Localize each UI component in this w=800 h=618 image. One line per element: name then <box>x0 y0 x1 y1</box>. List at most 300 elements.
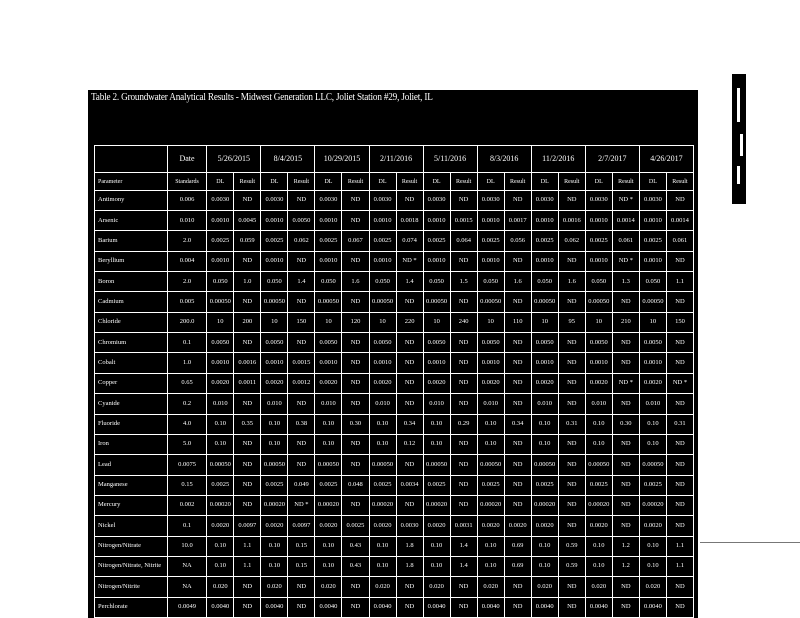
detection-limit-cell: 0.10 <box>477 556 504 576</box>
table-row <box>95 536 694 556</box>
result-cell: 0.15 <box>288 536 315 556</box>
detection-limit-cell: 0.0010 <box>207 353 234 373</box>
result-cell: 220 <box>396 312 423 332</box>
detection-limit-cell: 0.0050 <box>639 333 666 353</box>
result-cell: ND <box>666 475 693 495</box>
detection-limit-cell: 0.0025 <box>261 231 288 251</box>
result-cell: ND <box>612 292 639 312</box>
result-cell: 1.6 <box>558 272 585 292</box>
result-cell: ND <box>342 577 369 597</box>
detection-limit-cell: 0.0010 <box>207 211 234 231</box>
detection-limit-cell: 0.0020 <box>639 373 666 393</box>
analytical-results-table-block <box>88 90 698 618</box>
result-cell: 1.6 <box>504 272 531 292</box>
result-cell: 110 <box>504 312 531 332</box>
table-row <box>95 211 694 231</box>
detection-limit-cell: 0.0020 <box>639 516 666 536</box>
result-cell: ND <box>612 455 639 475</box>
detection-limit-cell: 0.00050 <box>585 455 612 475</box>
result-cell: ND <box>342 373 369 393</box>
detection-limit-cell: 0.10 <box>423 434 450 454</box>
result-cell: 1.2 <box>612 556 639 576</box>
result-cell: ND <box>558 495 585 515</box>
detection-limit-cell: 0.10 <box>261 536 288 556</box>
detection-limit-cell: 0.0020 <box>261 516 288 536</box>
detection-limit-cell: 0.0010 <box>261 251 288 271</box>
result-cell: ND <box>666 495 693 515</box>
result-cell: 0.0014 <box>612 211 639 231</box>
detection-limit-cell: 0.0020 <box>531 373 558 393</box>
dl-header: DL <box>207 173 234 190</box>
dl-header: DL <box>531 173 558 190</box>
standard-value: 0.0049 <box>167 597 207 617</box>
detection-limit-cell: 0.0020 <box>585 373 612 393</box>
result-cell: 1.4 <box>450 556 477 576</box>
detection-limit-cell: 0.0025 <box>207 231 234 251</box>
detection-limit-cell: 0.0025 <box>315 231 342 251</box>
result-cell: 0.0011 <box>234 373 261 393</box>
detection-limit-cell: 0.0010 <box>315 211 342 231</box>
result-cell: ND <box>504 394 531 414</box>
result-cell: 0.59 <box>558 556 585 576</box>
detection-limit-cell: 0.010 <box>477 394 504 414</box>
result-cell: 0.34 <box>504 414 531 434</box>
detection-limit-cell: 0.0020 <box>207 516 234 536</box>
result-cell: 0.0014 <box>666 211 693 231</box>
detection-limit-cell: 0.020 <box>261 577 288 597</box>
detection-limit-cell: 0.0025 <box>423 475 450 495</box>
detection-limit-cell: 0.0010 <box>639 251 666 271</box>
result-cell: 0.30 <box>612 414 639 434</box>
date-header-row <box>95 146 694 173</box>
result-cell: ND * <box>288 495 315 515</box>
detection-limit-cell: 10 <box>585 312 612 332</box>
detection-limit-cell: 0.0010 <box>585 353 612 373</box>
date-label-cell: Date <box>167 146 207 173</box>
parameter-name: Antimony <box>95 190 168 210</box>
detection-limit-cell: 0.010 <box>585 394 612 414</box>
detection-limit-cell: 0.010 <box>207 394 234 414</box>
result-cell: ND <box>666 251 693 271</box>
detection-limit-cell: 0.050 <box>531 272 558 292</box>
detection-limit-cell: 0.0025 <box>531 231 558 251</box>
result-cell: 1.1 <box>666 536 693 556</box>
detection-limit-cell: 0.0010 <box>261 211 288 231</box>
result-cell: ND <box>396 577 423 597</box>
result-header: Result <box>288 173 315 190</box>
detection-limit-cell: 0.0040 <box>207 597 234 617</box>
parameter-name: Nitrogen/Nitrate, Nitrite <box>95 556 168 576</box>
result-cell: 1.4 <box>450 536 477 556</box>
detection-limit-cell: 0.10 <box>261 434 288 454</box>
result-header: Result <box>450 173 477 190</box>
detection-limit-cell: 0.0020 <box>531 516 558 536</box>
result-cell: ND * <box>666 373 693 393</box>
result-cell: ND <box>288 597 315 617</box>
result-cell: ND <box>396 394 423 414</box>
detection-limit-cell: 0.10 <box>531 556 558 576</box>
result-cell: 0.12 <box>396 434 423 454</box>
detection-limit-cell: 0.0020 <box>261 373 288 393</box>
result-cell: ND <box>234 292 261 312</box>
table-row <box>95 495 694 515</box>
result-cell: 240 <box>450 312 477 332</box>
result-cell: ND <box>504 475 531 495</box>
result-cell: ND <box>504 597 531 617</box>
table-row <box>95 373 694 393</box>
detection-limit-cell: 0.0025 <box>423 231 450 251</box>
result-cell: ND <box>504 434 531 454</box>
result-cell: 1.6 <box>342 272 369 292</box>
table-row <box>95 455 694 475</box>
result-cell: 0.0018 <box>396 211 423 231</box>
table-row <box>95 516 694 536</box>
detection-limit-cell: 0.00020 <box>261 495 288 515</box>
detection-limit-cell: 0.10 <box>369 556 396 576</box>
result-cell: ND <box>342 251 369 271</box>
result-cell: ND <box>558 292 585 312</box>
result-cell: 0.074 <box>396 231 423 251</box>
detection-limit-cell: 10 <box>261 312 288 332</box>
detection-limit-cell: 0.10 <box>639 414 666 434</box>
sample-date-header: 4/26/2017 <box>639 146 693 173</box>
detection-limit-cell: 0.0030 <box>423 190 450 210</box>
detection-limit-cell: 0.0010 <box>423 251 450 271</box>
detection-limit-cell: 0.00050 <box>315 292 342 312</box>
result-cell: ND <box>450 292 477 312</box>
detection-limit-cell: 0.10 <box>477 536 504 556</box>
detection-limit-cell: 0.0020 <box>369 373 396 393</box>
result-cell: ND <box>288 455 315 475</box>
result-cell: 0.062 <box>558 231 585 251</box>
result-header: Result <box>666 173 693 190</box>
table-row <box>95 190 694 210</box>
result-cell: 0.69 <box>504 556 531 576</box>
detection-limit-cell: 0.0040 <box>531 597 558 617</box>
result-cell: ND <box>234 394 261 414</box>
sample-date-header: 11/2/2016 <box>531 146 585 173</box>
detection-limit-cell: 0.10 <box>639 434 666 454</box>
detection-limit-cell: 0.020 <box>315 577 342 597</box>
result-cell: 0.056 <box>504 231 531 251</box>
sample-date-header: 2/11/2016 <box>369 146 423 173</box>
detection-limit-cell: 0.00050 <box>207 455 234 475</box>
standard-value: 0.65 <box>167 373 207 393</box>
result-cell: 0.0012 <box>288 373 315 393</box>
result-cell: ND <box>612 577 639 597</box>
detection-limit-cell: 0.0010 <box>207 251 234 271</box>
parameter-name: Chloride <box>95 312 168 332</box>
detection-limit-cell: 0.050 <box>315 272 342 292</box>
result-cell: ND <box>558 251 585 271</box>
result-cell: ND <box>234 190 261 210</box>
result-cell: ND <box>288 394 315 414</box>
result-cell: ND * <box>396 251 423 271</box>
detection-limit-cell: 0.0040 <box>585 597 612 617</box>
result-cell: 1.4 <box>396 272 423 292</box>
table-row <box>95 333 694 353</box>
result-cell: ND <box>558 190 585 210</box>
standard-value: 0.010 <box>167 211 207 231</box>
detection-limit-cell: 0.10 <box>477 414 504 434</box>
result-cell: ND <box>666 394 693 414</box>
detection-limit-cell: 0.050 <box>369 272 396 292</box>
detection-limit-cell: 0.00020 <box>423 495 450 515</box>
detection-limit-cell: 0.10 <box>423 536 450 556</box>
dl-header: DL <box>585 173 612 190</box>
result-cell: 200 <box>234 312 261 332</box>
result-cell: ND <box>342 455 369 475</box>
result-cell: 0.0016 <box>234 353 261 373</box>
results-table <box>94 145 694 618</box>
result-cell: ND <box>342 333 369 353</box>
result-cell: ND <box>504 495 531 515</box>
detection-limit-cell: 0.0025 <box>315 475 342 495</box>
result-cell: ND <box>558 577 585 597</box>
detection-limit-cell: 0.10 <box>639 556 666 576</box>
sample-date-header: 8/3/2016 <box>477 146 531 173</box>
result-cell: ND <box>612 495 639 515</box>
result-cell: ND <box>612 516 639 536</box>
result-cell: 1.3 <box>612 272 639 292</box>
detection-limit-cell: 0.00050 <box>369 292 396 312</box>
detection-limit-cell: 0.00050 <box>261 455 288 475</box>
column-header-row <box>95 173 694 190</box>
detection-limit-cell: 10 <box>639 312 666 332</box>
result-cell: ND <box>558 455 585 475</box>
detection-limit-cell: 0.0025 <box>531 475 558 495</box>
detection-limit-cell: 0.0030 <box>477 190 504 210</box>
table-row <box>95 434 694 454</box>
table-row <box>95 231 694 251</box>
result-cell: 0.0025 <box>342 516 369 536</box>
result-cell: ND * <box>612 373 639 393</box>
detection-limit-cell: 0.050 <box>423 272 450 292</box>
result-cell: 0.69 <box>504 536 531 556</box>
result-cell: ND <box>558 373 585 393</box>
result-cell: ND <box>504 455 531 475</box>
detection-limit-cell: 0.10 <box>315 414 342 434</box>
detection-limit-cell: 0.0010 <box>531 211 558 231</box>
result-cell: ND <box>612 394 639 414</box>
detection-limit-cell: 0.00050 <box>585 292 612 312</box>
parameter-name: Cobalt <box>95 353 168 373</box>
detection-limit-cell: 0.0025 <box>477 475 504 495</box>
parameter-name: Nickel <box>95 516 168 536</box>
detection-limit-cell: 0.00050 <box>531 455 558 475</box>
detection-limit-cell: 0.0030 <box>207 190 234 210</box>
detection-limit-cell: 0.0010 <box>369 251 396 271</box>
result-cell: ND <box>288 251 315 271</box>
scan-artifact-mark <box>732 74 746 204</box>
detection-limit-cell: 0.10 <box>207 556 234 576</box>
sample-date-header: 5/11/2016 <box>423 146 477 173</box>
detection-limit-cell: 0.0010 <box>315 353 342 373</box>
result-header: Result <box>234 173 261 190</box>
detection-limit-cell: 0.0040 <box>315 597 342 617</box>
result-cell: ND <box>342 597 369 617</box>
result-cell: ND <box>666 455 693 475</box>
detection-limit-cell: 0.050 <box>207 272 234 292</box>
detection-limit-cell: 0.10 <box>423 414 450 434</box>
detection-limit-cell: 0.0010 <box>423 211 450 231</box>
standard-value: NA <box>167 556 207 576</box>
detection-limit-cell: 10 <box>477 312 504 332</box>
detection-limit-cell: 0.10 <box>207 414 234 434</box>
result-cell: 1.2 <box>612 536 639 556</box>
detection-limit-cell: 0.0040 <box>639 597 666 617</box>
detection-limit-cell: 0.0030 <box>315 190 342 210</box>
detection-limit-cell: 0.020 <box>477 577 504 597</box>
detection-limit-cell: 0.050 <box>261 272 288 292</box>
detection-limit-cell: 10 <box>207 312 234 332</box>
standard-value: 0.004 <box>167 251 207 271</box>
sample-date-header: 8/4/2015 <box>261 146 315 173</box>
standards-header: Standards <box>167 173 207 190</box>
result-cell: ND <box>234 597 261 617</box>
detection-limit-cell: 0.00020 <box>531 495 558 515</box>
result-cell: ND <box>396 455 423 475</box>
detection-limit-cell: 0.0040 <box>477 597 504 617</box>
detection-limit-cell: 0.0010 <box>639 211 666 231</box>
result-cell: ND <box>558 394 585 414</box>
result-cell: 210 <box>612 312 639 332</box>
detection-limit-cell: 0.0020 <box>423 516 450 536</box>
result-cell: 0.59 <box>558 536 585 556</box>
table-row <box>95 577 694 597</box>
sample-date-header: 2/7/2017 <box>585 146 639 173</box>
result-cell: ND <box>234 434 261 454</box>
detection-limit-cell: 0.050 <box>585 272 612 292</box>
dl-header: DL <box>477 173 504 190</box>
detection-limit-cell: 0.020 <box>207 577 234 597</box>
result-header: Result <box>612 173 639 190</box>
result-cell: ND <box>558 516 585 536</box>
detection-limit-cell: 0.00020 <box>315 495 342 515</box>
detection-limit-cell: 0.00050 <box>477 455 504 475</box>
detection-limit-cell: 0.0010 <box>477 353 504 373</box>
result-cell: ND <box>396 373 423 393</box>
result-cell: ND <box>450 333 477 353</box>
result-cell: 0.0016 <box>558 211 585 231</box>
detection-limit-cell: 0.00050 <box>207 292 234 312</box>
table-row <box>95 251 694 271</box>
result-cell: ND <box>342 394 369 414</box>
result-cell: 0.0050 <box>288 211 315 231</box>
detection-limit-cell: 0.10 <box>369 434 396 454</box>
result-cell: ND <box>342 292 369 312</box>
standard-value: 1.0 <box>167 353 207 373</box>
result-header: Result <box>342 173 369 190</box>
result-cell: ND <box>558 475 585 495</box>
parameter-name: Boron <box>95 272 168 292</box>
detection-limit-cell: 0.050 <box>477 272 504 292</box>
result-cell: 150 <box>666 312 693 332</box>
result-cell: 1.1 <box>234 556 261 576</box>
result-header: Result <box>504 173 531 190</box>
detection-limit-cell: 0.0010 <box>639 353 666 373</box>
detection-limit-cell: 0.10 <box>369 536 396 556</box>
detection-limit-cell: 0.0025 <box>585 231 612 251</box>
result-cell: ND <box>612 475 639 495</box>
result-cell: 0.43 <box>342 536 369 556</box>
parameter-name: Lead <box>95 455 168 475</box>
sample-date-header: 10/29/2015 <box>315 146 369 173</box>
result-cell: ND <box>234 577 261 597</box>
result-cell: ND <box>396 597 423 617</box>
result-cell: ND <box>234 455 261 475</box>
result-cell: ND <box>288 292 315 312</box>
detection-limit-cell: 0.0020 <box>369 516 396 536</box>
detection-limit-cell: 0.10 <box>531 414 558 434</box>
detection-limit-cell: 0.10 <box>423 556 450 576</box>
detection-limit-cell: 0.10 <box>207 434 234 454</box>
detection-limit-cell: 0.10 <box>585 414 612 434</box>
result-cell: 0.0045 <box>234 211 261 231</box>
result-cell: 0.34 <box>396 414 423 434</box>
detection-limit-cell: 0.0030 <box>261 190 288 210</box>
parameter-name: Arsenic <box>95 211 168 231</box>
dl-header: DL <box>423 173 450 190</box>
detection-limit-cell: 0.00020 <box>369 495 396 515</box>
result-cell: 0.061 <box>666 231 693 251</box>
detection-limit-cell: 0.10 <box>639 536 666 556</box>
corner-cell <box>95 146 168 173</box>
result-cell: ND <box>558 333 585 353</box>
detection-limit-cell: 0.0030 <box>369 190 396 210</box>
detection-limit-cell: 0.0030 <box>639 190 666 210</box>
detection-limit-cell: 0.0040 <box>423 597 450 617</box>
result-cell: ND <box>450 353 477 373</box>
detection-limit-cell: 0.010 <box>639 394 666 414</box>
result-cell: ND <box>234 333 261 353</box>
table-row <box>95 272 694 292</box>
result-cell: ND <box>342 211 369 231</box>
scan-edge-line <box>700 542 800 543</box>
parameter-name: Mercury <box>95 495 168 515</box>
detection-limit-cell: 0.10 <box>585 434 612 454</box>
result-cell: ND <box>504 292 531 312</box>
detection-limit-cell: 0.0010 <box>477 211 504 231</box>
result-cell: 1.1 <box>666 556 693 576</box>
standard-value: 0.1 <box>167 516 207 536</box>
detection-limit-cell: 0.00050 <box>315 455 342 475</box>
detection-limit-cell: 0.010 <box>369 394 396 414</box>
table-row <box>95 475 694 495</box>
result-cell: ND <box>666 597 693 617</box>
result-cell: ND <box>450 434 477 454</box>
result-cell: ND <box>342 353 369 373</box>
result-cell: 0.0017 <box>504 211 531 231</box>
result-cell: ND <box>504 373 531 393</box>
detection-limit-cell: 0.10 <box>369 414 396 434</box>
result-cell: 0.0031 <box>450 516 477 536</box>
result-cell: ND <box>396 190 423 210</box>
detection-limit-cell: 0.00020 <box>477 495 504 515</box>
result-cell: 0.29 <box>450 414 477 434</box>
detection-limit-cell: 0.00050 <box>639 455 666 475</box>
result-cell: 0.43 <box>342 556 369 576</box>
result-cell: 0.0097 <box>234 516 261 536</box>
parameter-name: Cyanide <box>95 394 168 414</box>
result-cell: ND <box>450 373 477 393</box>
detection-limit-cell: 0.0050 <box>477 333 504 353</box>
result-cell: ND <box>234 475 261 495</box>
detection-limit-cell: 0.10 <box>531 536 558 556</box>
result-cell: 0.30 <box>342 414 369 434</box>
detection-limit-cell: 0.0050 <box>207 333 234 353</box>
table-title: Table 2. Groundwater Analytical Results - Midwest Generation LLC, Joliet Station #29, Joliet, IL <box>91 92 433 103</box>
